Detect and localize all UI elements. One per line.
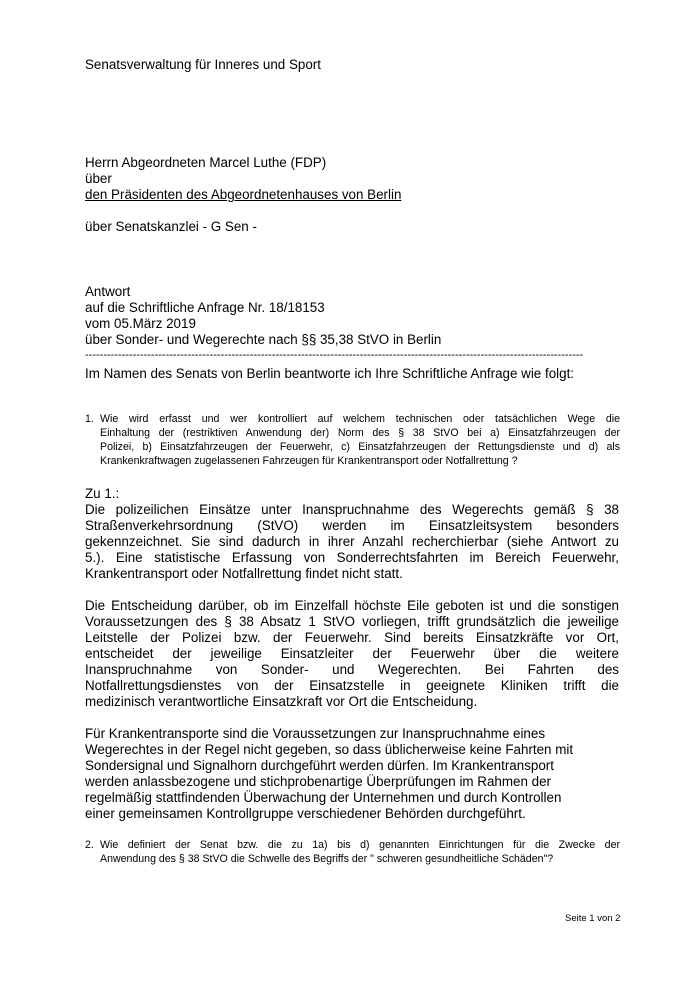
answer-1-paragraph-1 bbox=[85, 502, 619, 582]
via-line: über bbox=[85, 171, 112, 186]
subject-date: vom 05.März 2019 bbox=[85, 316, 196, 331]
question-2 bbox=[85, 838, 620, 866]
question-1 bbox=[85, 412, 620, 468]
paragraph-line: Sondersignal und Signalhorn durchgeführt werden dürfen. Im Krankentransport bbox=[85, 758, 554, 773]
subject-inquiry-number: auf die Schriftliche Anfrage Nr. 18/18153 bbox=[85, 300, 325, 315]
paragraph-line: werden anlassbezogene und stichprobenartige Überprüfungen im Rahmen der bbox=[85, 774, 551, 789]
paragraph-line: gekennzeichnet. Sie sind dadurch in ihrer Anzahl recherchierbar (siehe Antwort zu bbox=[85, 534, 619, 549]
question-1-line: Einhaltung der (restriktiven Anwendung der) Norm des § 38 StVO bei a) Einsatzfahrzeugen der bbox=[100, 427, 620, 439]
intro-sentence: Im Namen des Senats von Berlin beantworte ich Ihre Schriftliche Anfrage wie folgt: bbox=[85, 366, 575, 381]
subject-answer-label: Antwort bbox=[85, 284, 131, 299]
subject-topic: über Sonder- und Wegerechte nach §§ 35,38 StVO in Berlin bbox=[85, 332, 442, 347]
answer-1-paragraph-2 bbox=[85, 598, 619, 710]
question-1-number: 1. bbox=[85, 413, 94, 425]
paragraph-line: Die Entscheidung darüber, ob im Einzelfall höchste Eile geboten ist und die sonstigen bbox=[85, 598, 619, 613]
senate-chancellery-line: über Senatskanzlei - G Sen - bbox=[85, 219, 257, 234]
question-1-line: Krankenkraftwagen zugelassenen Fahrzeugen für Krankentransport oder Notfallrettung ? bbox=[100, 455, 518, 467]
paragraph-line: einer gemeinsamen Kontrollgruppe verschiedener Behörden durchgeführt. bbox=[85, 806, 526, 821]
paragraph-line: Voraussetzungen des § 38 Absatz 1 StVO vorliegen, trifft grundsätzlich die jeweilige bbox=[85, 614, 619, 629]
page-number: Seite 1 von 2 bbox=[565, 913, 621, 924]
paragraph-line: Wegerechtes in der Regel nicht gegeben, so dass üblicherweise keine Fahrten mit bbox=[85, 742, 574, 757]
paragraph-line: Notfallrettungsdienstes von der Einsatzstelle in geeignete Kliniken trifft die bbox=[85, 678, 619, 693]
paragraph-line: regelmäßig stattfindenden Überwachung der Unternehmen und durch Kontrollen bbox=[85, 790, 562, 805]
paragraph-line: Straßenverkehrsordnung (StVO) werden im Einsatzleitsystem besonders bbox=[85, 518, 619, 533]
authority-header: Senatsverwaltung für Inneres und Sport bbox=[85, 57, 321, 72]
separator-dashes: ---------------------------------------------------------------------------------------------------------------------------------------- bbox=[85, 349, 584, 361]
paragraph-line: entscheidet der jeweilige Einsatzleiter der Feuerwehr über die weitere bbox=[85, 646, 619, 661]
paragraph-line: Für Krankentransporte sind die Voraussetzungen zur Inanspruchnahme eines bbox=[85, 726, 546, 741]
paragraph-line: Krankentransport oder Notfallrettung findet nicht statt. bbox=[85, 566, 403, 581]
question-1-line: Polizei, b) Einsatzfahrzeugen der Feuerwehr, c) Einsatzfahrzeugen der Rettungsdienste und d) als bbox=[100, 441, 620, 453]
paragraph-line: medizinisch verantwortliche Einsatzkraft vor Ort die Entscheidung. bbox=[85, 694, 478, 709]
paragraph-line: Leitstelle der Polizei bzw. der Feuerwehr. Sind bereits Einsatzkräfte vor Ort, bbox=[85, 630, 619, 645]
paragraph-line: 5.). Eine statistische Erfassung von Sonderrechtsfahrten im Bereich Feuerwehr, bbox=[85, 550, 619, 565]
question-1-line: Wie wird erfasst und wer kontrolliert auf welchem technischen oder tatsächlichen Wege die bbox=[100, 413, 620, 425]
question-2-line: Anwendung des § 38 StVO die Schwelle des Begriffs der " schweren gesundheitliche Schäden"? bbox=[100, 853, 554, 865]
question-2-number: 2. bbox=[85, 839, 94, 851]
answer-1-heading: Zu 1.: bbox=[85, 486, 120, 501]
answer-1-paragraph-3 bbox=[85, 726, 619, 822]
parliament-president-line: den Präsidenten des Abgeordnetenhauses von Berlin bbox=[85, 187, 402, 202]
paragraph-line: Inanspruchnahme von Sonder- und Wegerechten. Bei Fahrten des bbox=[85, 662, 619, 677]
question-2-line: Wie definiert der Senat bzw. die zu 1a) bis d) genannten Einrichtungen für die Zwecke der bbox=[100, 839, 620, 851]
paragraph-line: Die polizeilichen Einsätze unter Inanspruchnahme des Wegerechts gemäß § 38 bbox=[85, 502, 619, 517]
recipient-line: Herrn Abgeordneten Marcel Luthe (FDP) bbox=[85, 155, 327, 170]
